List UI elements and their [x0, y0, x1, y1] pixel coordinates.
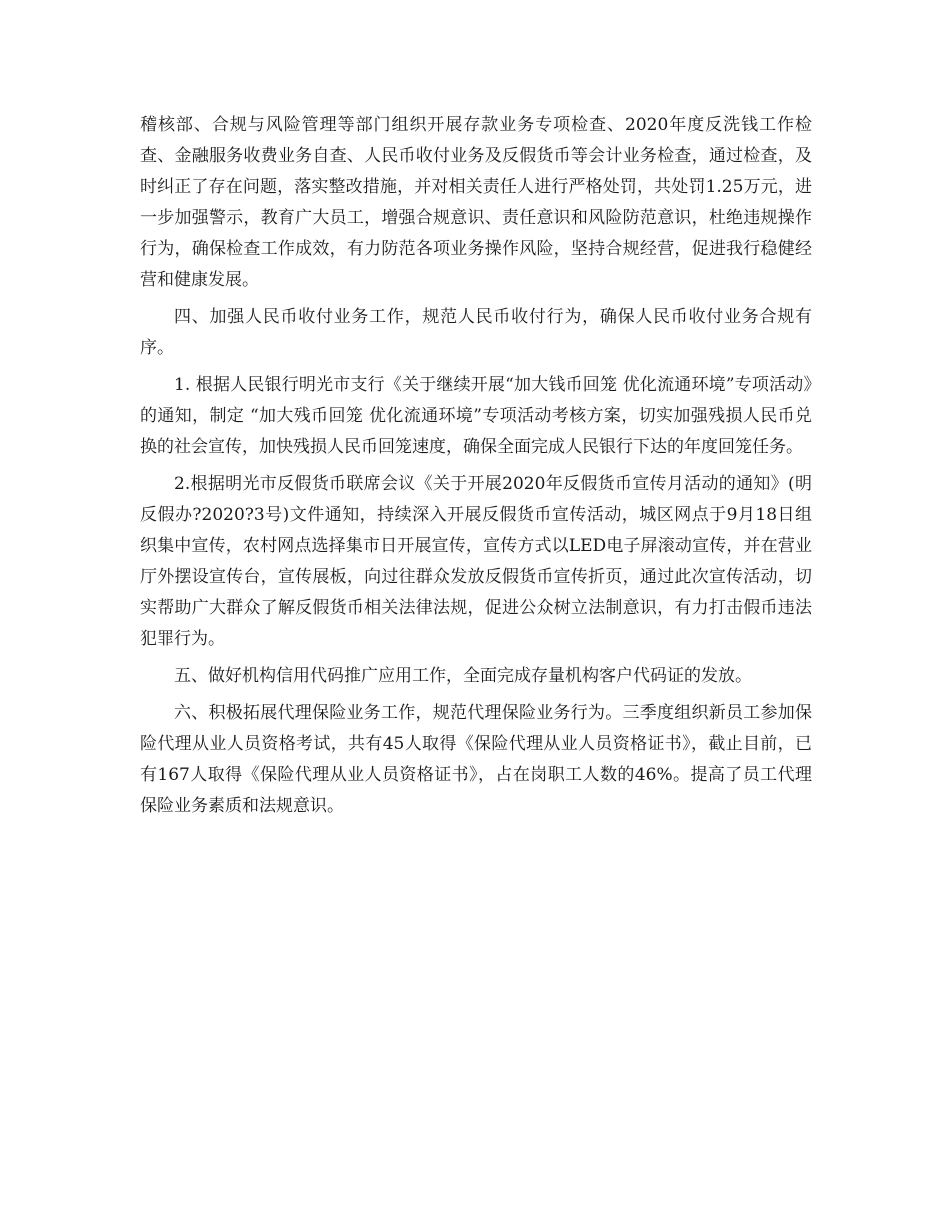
paragraph-section-six: 六、积极拓展代理保险业务工作，规范代理保险业务行为。三季度组织新员工参加保险代理从业人员资格考试，共有45人取得《保险代理从业人员资格证书》，截止目前，已有167人取得《保险代理从业人员资格证书》，占在岗职工人数的46%。提高了员工代理保险业务素质和法规意识。	[140, 703, 812, 816]
document-body	[140, 110, 812, 828]
paragraph-section-four-heading: 四、加强人民币收付业务工作，规范人民币收付行为，确保人民币收付业务合规有序。	[140, 307, 812, 358]
paragraph-item-one: 1. 根据人民银行明光市支行《关于继续开展“加大钱币回笼 优化流通环境”专项活动》的通知，制定 “加大残币回笼 优化流通环境”专项活动考核方案，切实加强残损人民币兑换的社会宣传，加快残损人民币回笼速度，确保全面完成人民银行下达的年度回笼任务。	[140, 375, 812, 457]
paragraph-item-two: 2.根据明光市反假货币联席会议《关于开展2020年反假货币宣传月活动的通知》(明反假办?2020?3号)文件通知，持续深入开展反假货币宣传活动，城区网点于9月18日组织集中宣传，农村网点选择集市日开展宣传，宣传方式以LED电子屏滚动宣传，并在营业厅外摆设宣传台，宣传展板，向过往群众发放反假货币宣传折页，通过此次宣传活动，切实帮助广大群众了解反假货币相关法律法规，促进公众树立法制意识，有力打击假币违法犯罪行为。	[140, 474, 812, 649]
paragraph-audit-inspection: 稽核部、合规与风险管理等部门组织开展存款业务专项检查、2020年度反洗钱工作检查、金融服务收费业务自查、人民币收付业务及反假货币等会计业务检查，通过检查，及时纠正了存在问题，落实整改措施，并对相关责任人进行严格处罚，共处罚1.25万元，进一步加强警示，教育广大员工，增强合规意识、责任意识和风险防范意识，杜绝违规操作行为，确保检查工作成效，有力防范各项业务操作风险，坚持合规经营，促进我行稳健经营和健康发展。	[140, 115, 812, 290]
paragraph-section-five: 五、做好机构信用代码推广应用工作，全面完成存量机构客户代码证的发放。	[174, 666, 752, 686]
